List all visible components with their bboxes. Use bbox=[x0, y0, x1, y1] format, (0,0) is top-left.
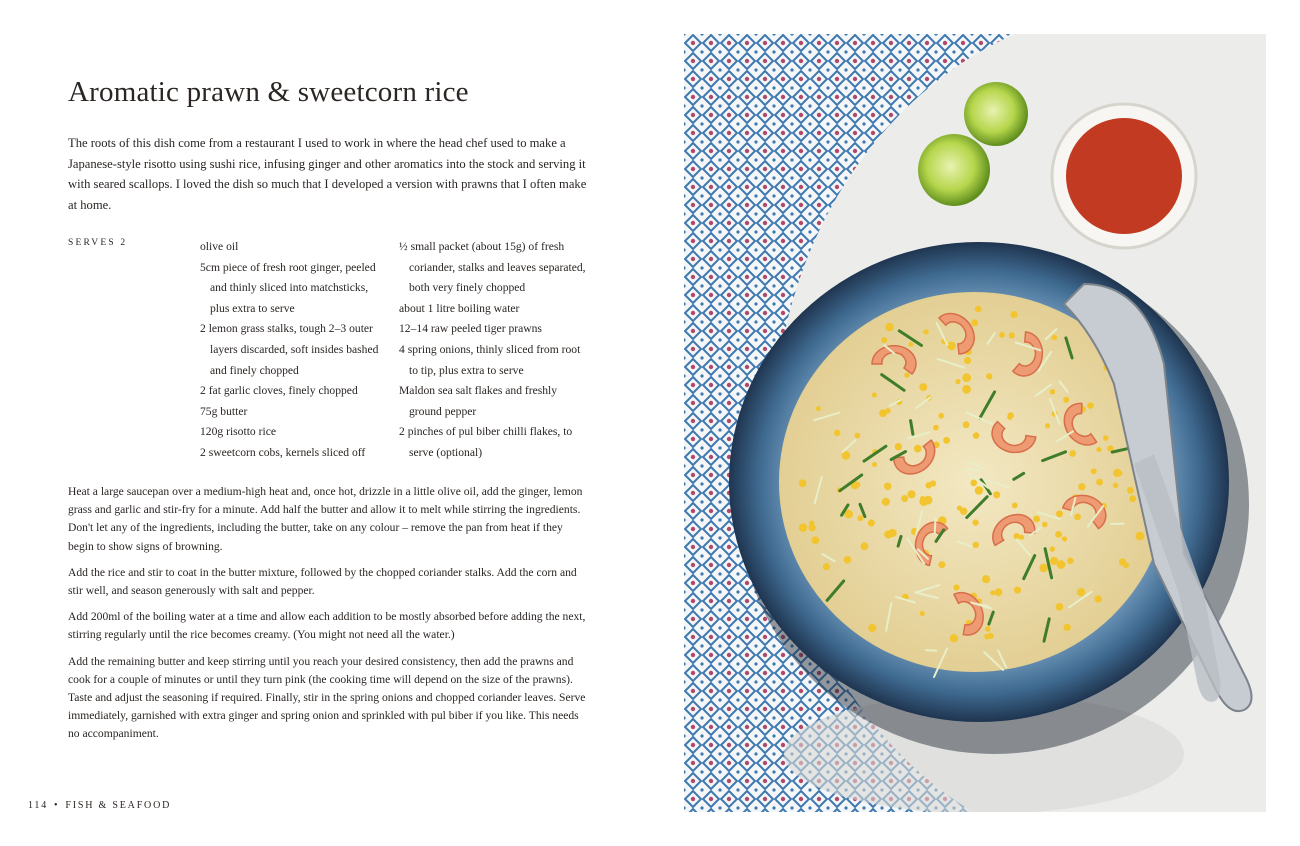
corn-kernel bbox=[1074, 514, 1081, 521]
corn-kernel bbox=[1055, 531, 1062, 538]
corn-kernel bbox=[975, 306, 982, 313]
corn-kernel bbox=[844, 556, 852, 564]
ingredient-item: olive oil bbox=[200, 240, 239, 253]
corn-kernel bbox=[811, 536, 819, 544]
corn-kernel bbox=[962, 373, 971, 382]
method-step: Add the rice and stir to coat in the butter mixture, followed by the chopped coriander stalks. Add the corn and stir well, and season generously with salt and pepper. bbox=[68, 565, 577, 598]
corn-kernel bbox=[885, 408, 890, 413]
corn-kernel bbox=[973, 432, 980, 439]
corn-kernel bbox=[1050, 557, 1058, 565]
ingredient-item: 2 sweetcorn cobs, kernels sliced off bbox=[200, 445, 366, 459]
corn-kernel bbox=[1010, 311, 1017, 318]
corn-kernel bbox=[1127, 487, 1134, 494]
corn-kernel bbox=[799, 523, 808, 532]
corn-kernel bbox=[872, 392, 877, 397]
corn-kernel bbox=[1008, 412, 1014, 418]
recipe-intro: The roots of this dish come from a restaurant I used to work in where the head chef used to make a Japanese-style risotto using sushi rice, infusing ginger and other aromatics into the stock and serving it with seared scallops. I loved the dish so much that I developed a version with prawns that I often make at home. bbox=[68, 136, 587, 212]
corn-kernel bbox=[1056, 603, 1064, 611]
ingredient-item: about 1 litre boiling water bbox=[399, 301, 520, 315]
corn-kernel bbox=[993, 491, 1000, 498]
serves-label: SERVES 2 bbox=[68, 238, 128, 248]
corn-kernel bbox=[972, 519, 978, 525]
spring-onion-strip bbox=[926, 650, 937, 651]
corn-kernel bbox=[933, 425, 939, 431]
corn-kernel bbox=[868, 624, 876, 632]
spring-onion-strip bbox=[935, 518, 936, 533]
corn-kernel bbox=[924, 496, 933, 505]
corn-kernel bbox=[1129, 495, 1136, 502]
corn-kernel bbox=[1050, 546, 1055, 551]
corn-kernel bbox=[986, 373, 992, 379]
corn-kernel bbox=[995, 588, 1003, 596]
corn-kernel bbox=[809, 521, 814, 526]
corn-kernel bbox=[1087, 402, 1094, 409]
corn-kernel bbox=[1056, 510, 1063, 517]
method-step: Add the remaining butter and keep stirring until you reach your desired consistency, then add the prawns and cook for a couple of minutes or until they turn pink (the cooking time will depend on the size of the prawns). Taste and adjust the seasoning if required. Finally, stir in the spring onions and chopped coriander leaves. Serve immediately, garnished with extra ginger and spring onion and sprinkled with pul biber if you like. This needs no accompaniment. bbox=[68, 654, 586, 741]
corn-kernel bbox=[884, 530, 892, 538]
corn-kernel bbox=[1096, 447, 1101, 452]
corn-kernel bbox=[925, 482, 931, 488]
corn-kernel bbox=[1064, 624, 1071, 631]
corn-kernel bbox=[885, 323, 893, 331]
corn-kernel bbox=[1136, 532, 1145, 541]
corn-kernel bbox=[908, 342, 913, 347]
corn-kernel bbox=[963, 421, 970, 428]
corn-kernel bbox=[895, 443, 902, 450]
corn-kernel bbox=[884, 483, 892, 491]
corn-kernel bbox=[985, 626, 991, 632]
corn-kernel bbox=[920, 611, 925, 616]
corn-kernel bbox=[919, 383, 927, 391]
corn-kernel bbox=[964, 357, 971, 364]
corn-kernel bbox=[1019, 535, 1024, 540]
corn-kernel bbox=[950, 634, 958, 642]
corn-kernel bbox=[872, 462, 877, 467]
corn-kernel bbox=[823, 563, 830, 570]
corn-kernel bbox=[1069, 450, 1076, 457]
corn-kernel bbox=[1042, 522, 1048, 528]
corn-kernel bbox=[907, 490, 915, 498]
corn-kernel bbox=[982, 575, 990, 583]
spring-onion-strip bbox=[965, 469, 979, 470]
corn-kernel bbox=[1014, 587, 1021, 594]
ingredients-column-2 bbox=[399, 237, 589, 464]
ingredient-item: 120g risotto rice bbox=[200, 425, 276, 439]
corn-kernel bbox=[1045, 423, 1050, 428]
corn-kernel bbox=[1123, 562, 1129, 568]
lime-wedge bbox=[918, 134, 990, 206]
corn-kernel bbox=[1094, 595, 1102, 603]
corn-kernel bbox=[1091, 468, 1097, 474]
footer-separator: • bbox=[54, 800, 60, 811]
corn-kernel bbox=[816, 406, 821, 411]
corn-kernel bbox=[999, 332, 1005, 338]
ingredient-item: ½ small packet (about 15g) of fresh coriander, stalks and leaves separated, both very finely chopped bbox=[399, 240, 586, 295]
corn-kernel bbox=[988, 633, 994, 639]
corn-kernel bbox=[881, 337, 887, 343]
ingredients-column-1 bbox=[200, 237, 390, 464]
corn-kernel bbox=[947, 341, 956, 350]
corn-kernel bbox=[854, 433, 860, 439]
corn-kernel bbox=[1077, 588, 1085, 596]
page-footer bbox=[28, 800, 171, 811]
ingredient-item: 2 pinches of pul biber chilli flakes, to serve (optional) bbox=[399, 425, 573, 459]
corn-kernel bbox=[938, 561, 945, 568]
corn-kernel bbox=[938, 413, 944, 419]
corn-kernel bbox=[857, 515, 863, 521]
corn-kernel bbox=[962, 385, 971, 394]
section-name: FISH & SEAFOOD bbox=[65, 800, 172, 811]
corn-kernel bbox=[923, 329, 928, 334]
corn-kernel bbox=[901, 495, 908, 502]
corn-kernel bbox=[1039, 564, 1048, 573]
recipe-photo bbox=[684, 34, 1266, 812]
corn-kernel bbox=[1052, 335, 1058, 341]
corn-kernel bbox=[1062, 536, 1067, 541]
method-step: Add 200ml of the boiling water at a time and allow each addition to be mostly absorbed before adding the next, stirring regularly until the rice becomes creamy. (You might not need all the water.) bbox=[68, 610, 586, 642]
corn-kernel bbox=[1078, 483, 1085, 490]
corn-kernel bbox=[861, 542, 869, 550]
corn-kernel bbox=[1009, 332, 1015, 338]
chilli-flakes bbox=[1066, 118, 1182, 234]
corn-kernel bbox=[834, 430, 841, 437]
corn-kernel bbox=[1050, 389, 1055, 394]
corn-kernel bbox=[957, 506, 962, 511]
corn-kernel bbox=[953, 584, 959, 590]
corn-kernel bbox=[904, 372, 909, 377]
corn-kernel bbox=[1113, 483, 1118, 488]
ingredient-item: 75g butter bbox=[200, 404, 248, 418]
ingredient-item: 4 spring onions, thinly sliced from root to tip, plus extra to serve bbox=[399, 342, 581, 377]
corn-kernel bbox=[1014, 533, 1020, 539]
ingredient-item: Maldon sea salt flakes and freshly ground pepper bbox=[399, 384, 558, 418]
corn-kernel bbox=[990, 590, 995, 595]
corn-kernel bbox=[1067, 558, 1074, 565]
corn-kernel bbox=[955, 379, 960, 384]
corn-kernel bbox=[973, 542, 979, 548]
corn-kernel bbox=[1012, 503, 1018, 509]
corn-kernel bbox=[868, 519, 875, 526]
ingredient-item: 12–14 raw peeled tiger prawns bbox=[399, 322, 542, 336]
corn-kernel bbox=[975, 486, 983, 494]
corn-kernel bbox=[799, 479, 807, 487]
corn-kernel bbox=[1117, 471, 1123, 477]
ingredient-item: 2 lemon grass stalks, tough 2–3 outer layers discarded, soft insides bashed and finely chopped bbox=[200, 322, 379, 377]
corn-kernel bbox=[882, 498, 890, 506]
corn-kernel bbox=[971, 319, 978, 326]
ingredient-item: 2 fat garlic cloves, finely chopped bbox=[200, 384, 358, 398]
corn-kernel bbox=[1063, 397, 1069, 403]
recipe-title: Aromatic prawn & sweetcorn rice bbox=[68, 76, 469, 108]
corn-kernel bbox=[1103, 435, 1109, 441]
corn-kernel bbox=[1033, 516, 1040, 523]
lime-wedge bbox=[964, 82, 1028, 146]
corn-kernel bbox=[943, 437, 950, 444]
method-section bbox=[68, 483, 588, 752]
ingredient-item: 5cm piece of fresh root ginger, peeled and thinly sliced into matchsticks, plus extra to serve bbox=[200, 260, 376, 315]
corn-kernel bbox=[1096, 479, 1103, 486]
corn-kernel bbox=[970, 480, 977, 487]
page-number: 114 bbox=[28, 800, 49, 811]
method-step: Heat a large saucepan over a medium-high heat and, once hot, drizzle in a little olive oil, add the ginger, lemon grass and garlic and stir-fry for a minute. Add half the butter and allow it to melt while stirring the ingredients. Don't let any of the ingredients, including the butter, take on any colour – remove the pan from heat if they begin to show signs of browning. bbox=[68, 485, 583, 553]
corn-kernel bbox=[914, 445, 922, 453]
risotto-photo-illustration bbox=[684, 34, 1266, 812]
